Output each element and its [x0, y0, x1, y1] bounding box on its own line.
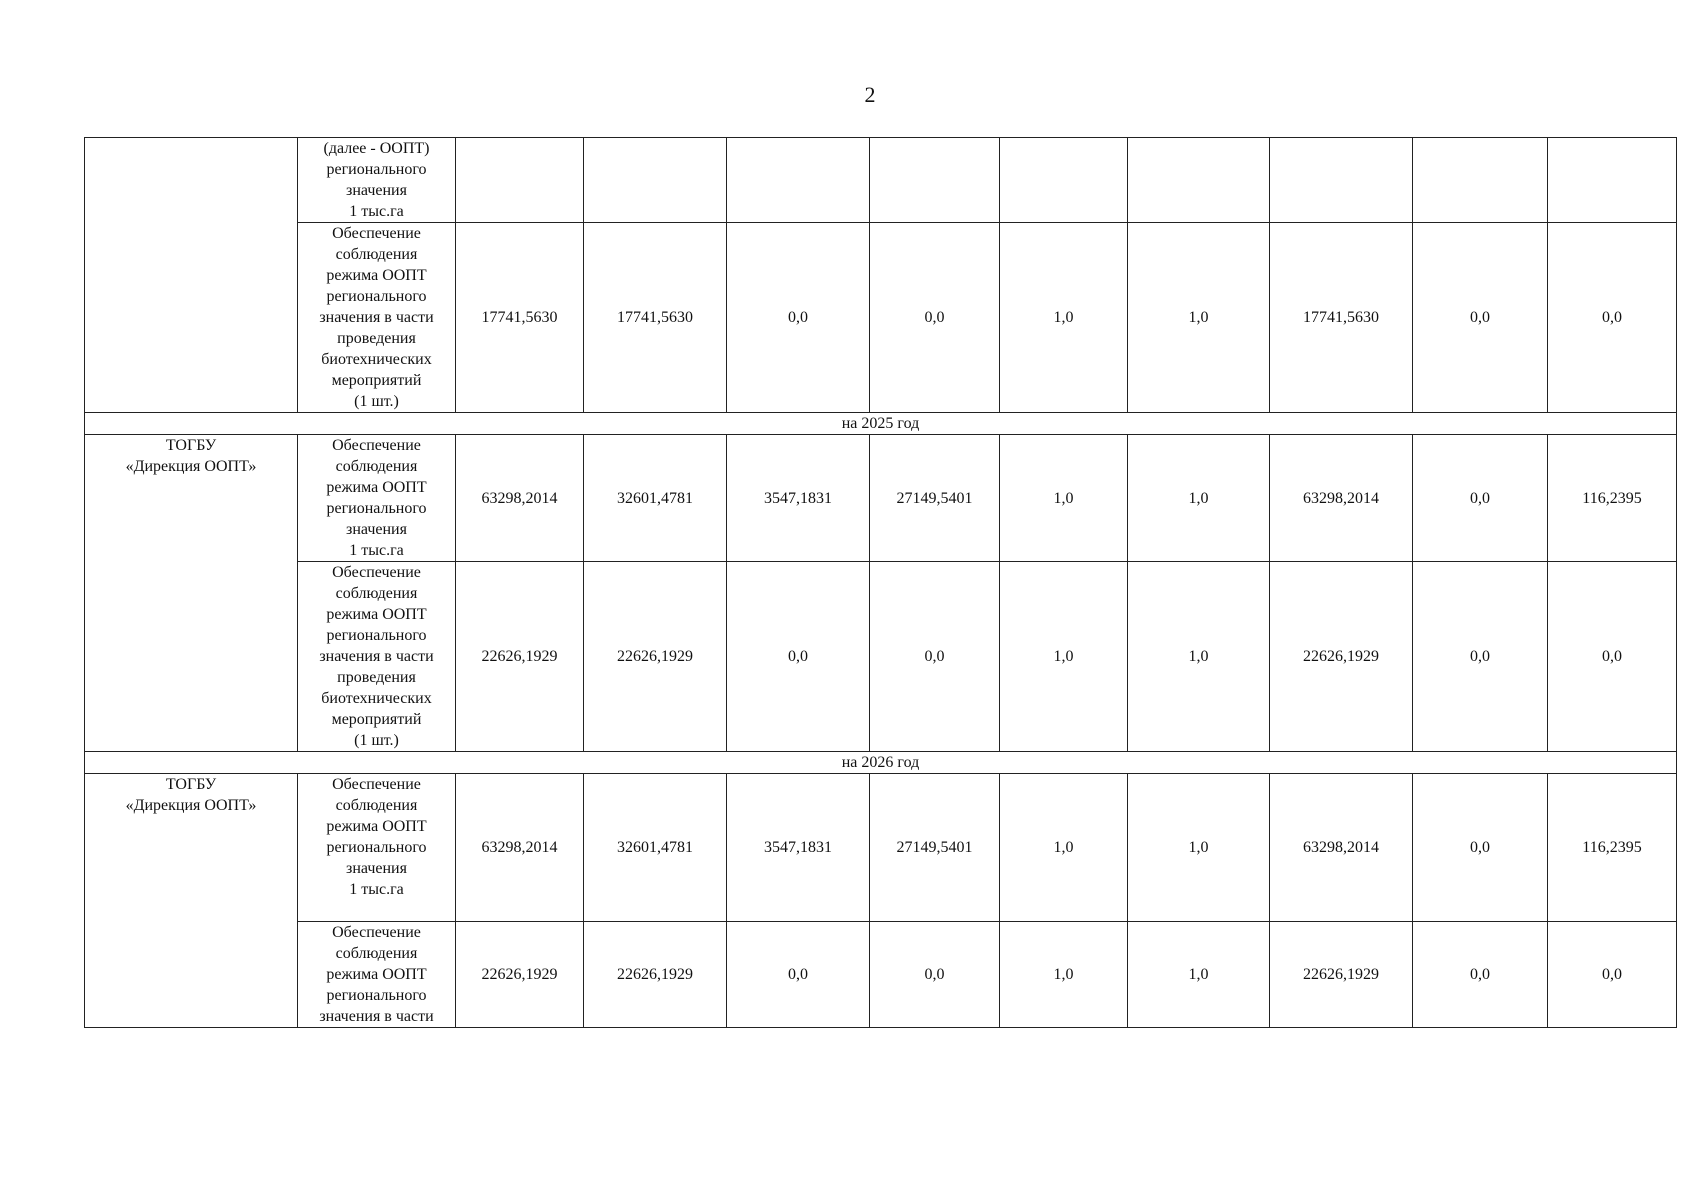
- value-cell: 1,0: [1000, 922, 1128, 1028]
- value-cell: 17741,5630: [1270, 223, 1413, 413]
- value-cell: 63298,2014: [456, 774, 584, 922]
- value-cell: [1000, 138, 1128, 223]
- value-cell: 0,0: [870, 223, 1000, 413]
- value-cell: 1,0: [1000, 223, 1128, 413]
- value-cell: 0,0: [727, 223, 870, 413]
- value-cell: 1,0: [1128, 774, 1270, 922]
- section-header-row: [85, 413, 1677, 435]
- value-cell: 22626,1929: [1270, 562, 1413, 752]
- value-cell: 0,0: [727, 562, 870, 752]
- value-cell: 0,0: [870, 922, 1000, 1028]
- value-cell: 27149,5401: [870, 774, 1000, 922]
- work-description-cell: (далее - ООПТ) регионального значения 1 тыс.га: [298, 138, 456, 223]
- financing-table: [84, 137, 1677, 1028]
- institution-cell: ТОГБУ «Дирекция ООПТ»: [85, 774, 298, 1028]
- value-cell: [870, 138, 1000, 223]
- section-header-row: [85, 752, 1677, 774]
- value-cell: 63298,2014: [456, 435, 584, 562]
- value-cell: 0,0: [1548, 922, 1677, 1028]
- value-cell: 0,0: [1413, 922, 1548, 1028]
- work-description-cell: Обеспечение соблюдения режима ООПТ регионального значения 1 тыс.га: [298, 435, 456, 562]
- value-cell: 0,0: [1548, 562, 1677, 752]
- work-description-cell: Обеспечение соблюдения режима ООПТ регионального значения в части проведения биотехнических мероприятий (1 шт.): [298, 223, 456, 413]
- value-cell: 17741,5630: [584, 223, 727, 413]
- value-cell: 1,0: [1000, 774, 1128, 922]
- value-cell: 32601,4781: [584, 435, 727, 562]
- value-cell: 22626,1929: [456, 562, 584, 752]
- value-cell: 116,2395: [1548, 435, 1677, 562]
- table-row: [85, 562, 1677, 752]
- value-cell: [1548, 138, 1677, 223]
- value-cell: 0,0: [1413, 223, 1548, 413]
- value-cell: 1,0: [1128, 562, 1270, 752]
- value-cell: [1270, 138, 1413, 223]
- value-cell: 22626,1929: [584, 922, 727, 1028]
- institution-cell: [85, 138, 298, 413]
- table-row: [85, 138, 1677, 223]
- value-cell: 0,0: [727, 922, 870, 1028]
- value-cell: 22626,1929: [584, 562, 727, 752]
- value-cell: 0,0: [1413, 774, 1548, 922]
- table-row: [85, 223, 1677, 413]
- value-cell: 27149,5401: [870, 435, 1000, 562]
- work-description-cell: Обеспечение соблюдения режима ООПТ регионального значения в части проведения биотехнических мероприятий (1 шт.): [298, 562, 456, 752]
- value-cell: 3547,1831: [727, 435, 870, 562]
- work-description-cell: Обеспечение соблюдения режима ООПТ регионального значения в части: [298, 922, 456, 1028]
- value-cell: 0,0: [870, 562, 1000, 752]
- work-description-cell: Обеспечение соблюдения режима ООПТ регионального значения 1 тыс.га: [298, 774, 456, 922]
- page-number: 2: [864, 82, 876, 107]
- value-cell: 0,0: [1413, 562, 1548, 752]
- value-cell: [456, 138, 584, 223]
- value-cell: 63298,2014: [1270, 435, 1413, 562]
- value-cell: [1128, 138, 1270, 223]
- value-cell: 1,0: [1000, 562, 1128, 752]
- value-cell: 63298,2014: [1270, 774, 1413, 922]
- value-cell: 1,0: [1000, 435, 1128, 562]
- value-cell: 32601,4781: [584, 774, 727, 922]
- table-row: [85, 774, 1677, 922]
- value-cell: 0,0: [1413, 435, 1548, 562]
- value-cell: [1413, 138, 1548, 223]
- value-cell: [727, 138, 870, 223]
- value-cell: 0,0: [1548, 223, 1677, 413]
- value-cell: [584, 138, 727, 223]
- value-cell: 22626,1929: [1270, 922, 1413, 1028]
- value-cell: 22626,1929: [456, 922, 584, 1028]
- value-cell: 116,2395: [1548, 774, 1677, 922]
- value-cell: 1,0: [1128, 922, 1270, 1028]
- value-cell: 3547,1831: [727, 774, 870, 922]
- section-year-label: на 2026 год: [85, 752, 1677, 774]
- table-row: [85, 435, 1677, 562]
- value-cell: 1,0: [1128, 435, 1270, 562]
- institution-cell: ТОГБУ «Дирекция ООПТ»: [85, 435, 298, 752]
- section-year-label: на 2025 год: [85, 413, 1677, 435]
- value-cell: 1,0: [1128, 223, 1270, 413]
- table-row: [85, 922, 1677, 1028]
- value-cell: 17741,5630: [456, 223, 584, 413]
